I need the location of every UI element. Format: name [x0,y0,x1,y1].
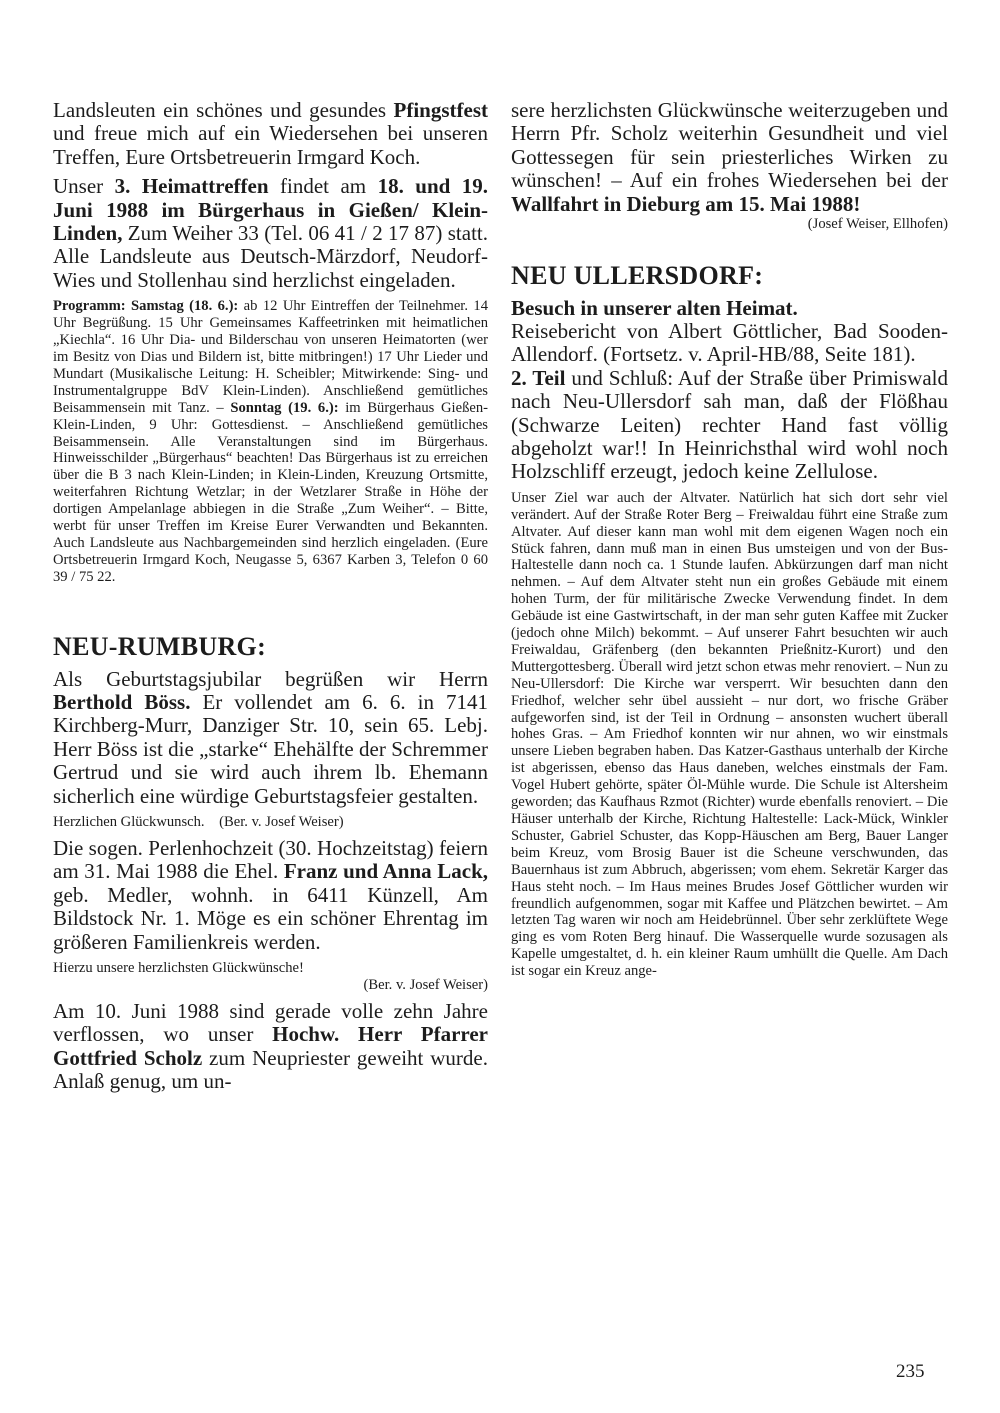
paragraph-congrats-2: Hierzu unsere herzlichsten Glückwünsche! [53,960,304,977]
paragraph-greeting: Landsleuten ein schönes und gesundes Pfingstfest und freue mich auf ein Wiedersehen bei unseren Treffen, Eure Ortsbetreuerin Irmgard Koch. [53,98,488,169]
paragraph-programm: Programm: Samstag (18. 6.): ab 12 Uhr Eintreffen der Teilnehmer. 14 Uhr Begrüßung. 15 Uhr Gemeinsames Kaffeetrinken mit heimatlichen „Kiechla“. 16 Uhr Dia- und Bilderschau von unseren Heimatorten (wer im Besitz von Dias und Bildern ist, bitte mitbringen!) 17 Uhr Lieder und Mundart (Musikalische Leitung: H. Scheibler; Mitwirkende: Sing- und Instrumentalgruppe BdV Klein-Linden). Anschließend gemütliches Beisammensein mit Tanz. – Sonntag (19. 6.): im Bürgerhaus Gießen-Klein-Linden, 9 Uhr: Gottesdienst. – Anschließend gemütliches Beisammensein. Alle Veranstaltungen sind im Bürgerhaus. Hinweisschilder „Bürgerhaus“ beachten! Das Bürgerhaus ist zu erreichen über die B 3 nach Klein-Linden; in Klein-Linden, Kreuzung Ortsmitte, weiterfahren Richtung Wetzlar; in der Wetzlarer Straße in Höhe der dortigen Ampelanlage abbiegen in die Straße „Zum Weiher“. – Bitte, werbt für unser Treffen im Kreise Eurer Verwandten und Bekannten. Auch Landsleute aus Nachbargemeinden sind herzlich eingeladen. (Eure Ortsbetreuerin Irmgard Koch, Neugasse 5, 6367 Karben 3, Telefon 0 60 39 / 75 22. [53,298,488,585]
paragraph-perlenhochzeit: Die sogen. Perlenhochzeit (30. Hochzeitstag) feiern am 31. Mai 1988 die Ehel. Franz und Anna Lack, geb. Medler, wohnh. in 6411 Künzell, Am Bildstock Nr. 1. Möge es ein schöner Ehrentag im größeren Familienkreis werden. [53,836,489,954]
paragraph-reisebericht: Reisebericht von Albert Göttlicher, Bad Sooden-Allendorf. (Fortsetz. v. April-HB/88, Seite 181). [511,318,948,367]
paragraph-heimattreffen: Unser 3. Heimattreffen findet am 18. und 19. Juni 1988 im Bürgerhaus in Gießen/ Klein-Linden, Zum Weiher 33 (Tel. 06 41 / 2 17 87) statt. Alle Landsleute aus Deutsch-Märzdorf, Neudorf-Wies und Stollenhau sind herzlichst eingeladen. [53,174,489,292]
page-number: 235 [896,1361,925,1382]
left-column [53,99,488,1093]
right-column [511,99,948,980]
paragraph-pfarrer: Am 10. Juni 1988 sind gerade volle zehn Jahre verflossen, wo unser Hochw. Herr Pfarrer Gottfried Scholz zum Neupriester geweiht wurde. Anlaß genug, um un- [53,998,488,1094]
paragraph-birthday: Als Geburtstagsjubilar begrüßen wir Herrn Berthold Böss. Er vollendet am 6. 6. in 7141 Kirchberg-Murr, Danziger Str. 10, sein 65. Lebj. Herr Böss ist die „starke“ Ehehälfte der Schremmer Gertrud und sie wird auch ihrem lb. Ehemann sicherlich eine würdige Geburtstagsfeier gestalten. [53,666,488,808]
paragraph-congrats: Herzlichen Glückwunsch. (Ber. v. Josef Weiser) [53,814,344,831]
signature-weiser: (Ber. v. Josef Weiser) [363,976,488,993]
paragraph-teil-2: 2. Teil und Schluß: Auf der Straße über Primiswald nach Neu-Ullersdorf sah man, daß der Flößhau (Schwarze Leiten) rechter Hand fast völlig abgeholzt war!! In Heinrichsthal wird wohl noch Holzschliff erzeugt, jedoch keine Zellulose. [511,365,948,484]
signature-ellhofen: (Josef Weiser, Ellhofen) [807,216,948,233]
paragraph-altvater: Unser Ziel war auch der Altvater. Natürlich hat sich dort sehr viel verändert. Auf der Straße Roter Berg – Freiwaldau führt eine Straße zum Altvater. Auf dieser kann man wohl mit dem eigenen Wagen noch ein Stück fahren, dann muß man in einen Bus umsteigen und von der Bus-Haltestelle dann noch ca. 1 Stunde laufen. Abkürzungen darf man nicht nehmen. – Auf dem Altvater steht nun ein großes Gebäude mit einem hohen Turm, der für militärische Zwecke Verwendung findet. In dem Gebäude ist eine Gastwirtschaft, in der man sehr guten Kaffee mit Zucker (jedoch ohne Milch) bekommt. – Auf unserer Fahrt besuchten wir auch Freiwaldau, Gräfenberg (den bekannten Prießnitz-Kurort) und den Muttergottesberg. Überall wird jetzt schon etwas mehr renoviert. – Nun zu Neu-Ullersdorf: Die Kirche war versperrt. Wir besuchten dann den Friedhof, welcher sehr übel aussieht – nur dort, wo frische Gräber aufgeworfen sind, ist der Teil in Ordnung – ansonsten wuchert überall hohes Gras. – Am Friedhof konnten wir nur ahnen, wo wir einstmals unsere Lieben begraben haben. Das Katzer-Gasthaus unterhalb der Kirche ist abgerissen, ebenso das Haus daneben, welches einstmals der Fam. Vogel Hubert gehörte, später Öl-Mühle wurde. Die Schule ist Altersheim geworden; das Kaufhaus Rzmot (Richter) wurde ebenfalls renoviert. – Die Häuser unterhalb der Kirche, Richtung Haltestelle: Lack-Mück, Winkler Schuster, Gabriel Schuster, das Kopp-Häuschen am Berg, Bauer Langer beim Kreuz, vom Brosig Bauer ist die Scheune verschwunden, das Bauernhaus ist zum Abbruch, abgerissen; vom ehem. Sekretär Karger das Haus steht noch. – Im Haus meines Brudes Josef Göttlicher wurden wir freundlich aufgenommen, sogar mit Kaffee und Plätzchen bewirtet. – Am letzten Tag waren wir noch am Heidebrünnel. Über sehr zerklüftete Wege ging es vom Roten Berg hinauf. Die Wasserquelle wurde sozusagen als Kapelle umgestaltet, d. h. ein kleiner Raum umhüllt die Quelle. Am Dach ist sogar ein Kreuz ange- [511,489,948,980]
paragraph-wallfahrt: sere herzlichsten Glückwünsche weiterzugeben und Herrn Pfr. Scholz weiterhin Gesundheit und viel Gottessegen für sein priesterliches Wirken zu wünschen! – Auf ein frohes Wiedersehen bei der Wallfahrt in Dieburg am 15. Mai 1988! [511,98,948,216]
heading-neu-rumburg: NEU-RUMBURG: [53,631,267,661]
subheading-besuch: Besuch in unserer alten Heimat. [511,295,798,320]
heading-neu-ullersdorf: NEU ULLERSDORF: [511,260,764,290]
